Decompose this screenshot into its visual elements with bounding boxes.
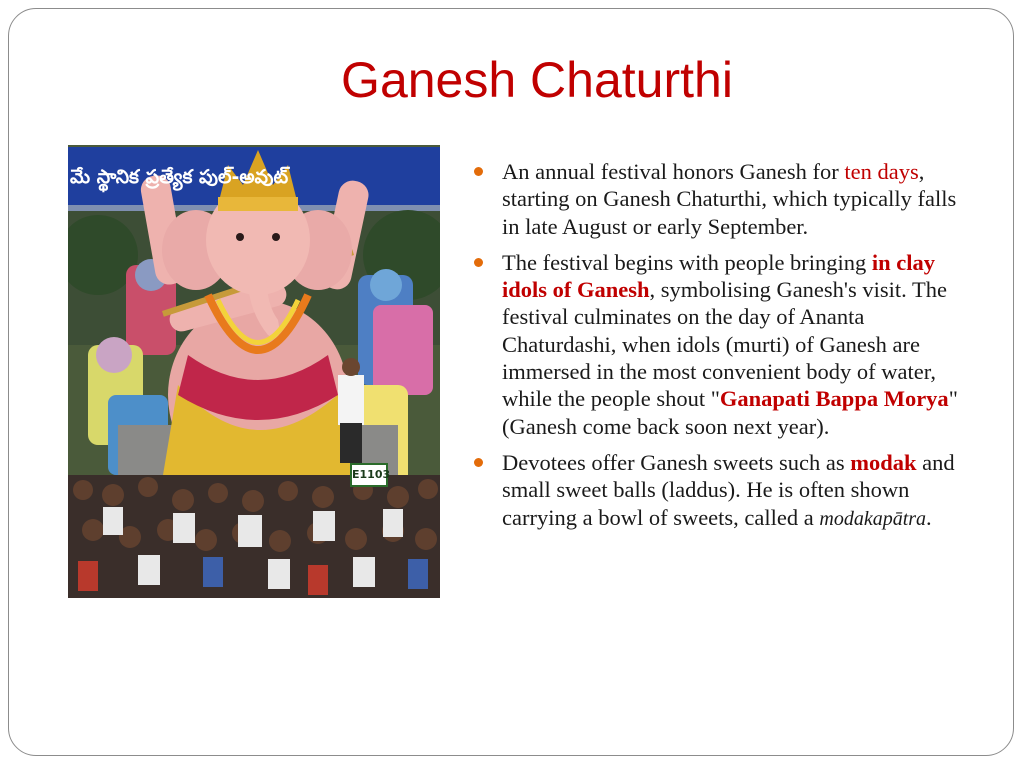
highlight-text: ten days [844,159,919,184]
image-sign-text: మే స్థానిక ప్రత్యేక పుల్-అవుట్ [70,166,289,188]
bullet-item: An annual festival honors Ganesh for ten days, starting on Ganesh Chaturthi, which typically falls in late August or early September. [472,158,972,240]
bullet-item: The festival begins with people bringing in clay idols of Ganesh, symbolising Ganesh's visit. The festival culminates on the day of Ananta Chaturdashi, when idols (murti) of Ganesh are immersed in the most convenient body of water, while the people shout "Ganapati Bappa Morya" (Ganesh come back soon next year). [472,249,972,440]
bullet-dot-icon [474,458,483,467]
ganesh-idol-photo [68,145,440,598]
bullet-item: Devotees offer Ganesh sweets such as modak and small sweet balls (laddus). He is often shown carrying a bowl of sweets, called a modakapātra. [472,449,972,533]
bullet-list [472,158,972,542]
highlight-text: Ganapati Bappa Morya [719,386,949,412]
image-vehicle-tag: E1103 [350,463,388,487]
slide-title: Ganesh Chaturthi [341,52,733,108]
highlight-text: in clay idols of Ganesh [502,249,936,303]
bullet-dot-icon [474,258,483,267]
highlight-text: modak [850,449,917,475]
italic-term: modakapātra [819,507,927,530]
bullet-dot-icon [474,167,483,176]
ganesh-idol-illustration [68,145,440,598]
